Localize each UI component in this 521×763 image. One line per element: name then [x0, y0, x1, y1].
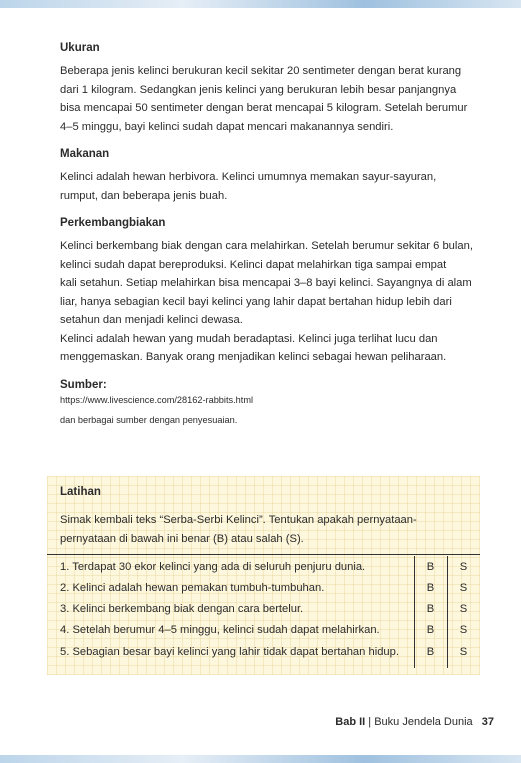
article-body [60, 42, 480, 437]
option-salah[interactable]: S [459, 561, 468, 573]
page-footer [335, 716, 494, 728]
statement-text: 5. Sebagian besar bayi kelinci yang lahir tidak dapat bertahan hidup. [60, 646, 399, 658]
table-top-rule [47, 554, 480, 555]
text-line: dari 1 kilogram. Sedangkan jenis kelinci yang berukuran lebih besar panjangnya [60, 83, 457, 96]
exercise-row [47, 599, 480, 620]
option-benar[interactable]: B [426, 582, 435, 594]
section-paragraph [60, 62, 480, 136]
exercise-row [47, 642, 480, 663]
exercise-row [47, 578, 480, 599]
exercise-row [47, 620, 480, 641]
exercise-box [47, 476, 480, 675]
section-heading: Makanan [60, 148, 110, 160]
book-title: Buku Jendela Dunia [374, 716, 473, 728]
text-line: 4–5 minggu, bayi kelinci sudah dapat mencari makanannya sendiri. [60, 120, 394, 133]
text-line: Beberapa jenis kelinci berukuran kecil sekitar 20 sentimeter dengan berat kurang [60, 65, 462, 77]
text-line: Kelinci adalah hewan herbivora. Kelinci umumnya memakan sayur-sayuran, [60, 171, 437, 183]
chapter-label: Bab II [335, 716, 366, 728]
top-decorative-band [0, 0, 521, 8]
exercise-instructions [60, 511, 460, 548]
text-line: Simak kembali teks “Serba-Serbi Kelinci”. Tentukan apakah pernyataan- [60, 514, 417, 526]
text-line: menggemaskan. Banyak orang menjadikan kelinci sebagai hewan peliharaan. [60, 351, 447, 363]
statement-text: 4. Setelah berumur 4–5 minggu, kelinci sudah dapat melahirkan. [60, 624, 380, 636]
option-salah[interactable]: S [459, 603, 468, 615]
bottom-decorative-band [0, 755, 521, 763]
section-ukuran [60, 42, 480, 136]
source-link[interactable]: https://www.livescience.com/28162-rabbits.html [60, 394, 254, 405]
section-paragraph [60, 168, 480, 205]
text-line: Kelinci adalah hewan yang mudah beradaptasi. Kelinci juga terlihat lucu dan [60, 332, 438, 345]
statement-text: 2. Kelinci adalah hewan pemakan tumbuh-tumbuhan. [60, 582, 325, 594]
source-heading: Sumber: [60, 378, 107, 391]
option-salah[interactable]: S [459, 624, 468, 636]
exercise-row [47, 557, 480, 578]
option-benar[interactable]: B [426, 624, 435, 636]
statement-text: 1. Terdapat 30 ekor kelinci yang ada di seluruh penjuru dunia. [60, 561, 366, 573]
option-benar[interactable]: B [426, 561, 435, 573]
page-number: 37 [481, 716, 494, 728]
text-line: rumput, dan beberapa jenis buah. [60, 189, 228, 202]
statement-text: 3. Kelinci berkembang biak dengan cara bertelur. [60, 603, 304, 615]
source-note: dan berbagai sumber dengan penyesuaian. [60, 414, 238, 425]
section-heading: Ukuran [60, 42, 100, 54]
text-line: kelinci sudah dapat bereproduksi. Kelinci dapat melahirkan tiga sampai empat [60, 258, 447, 271]
text-line: kali setahun. Setiap melahirkan bisa mencapai 3–8 bayi kelinci. Sayangnya di alam [60, 277, 472, 289]
section-heading: Perkembangbiakan [60, 217, 166, 229]
footer-separator: | [368, 716, 372, 728]
section-perkembangbiakan [60, 217, 480, 367]
section-sumber [60, 379, 480, 425]
text-line: pernyataan di bawah ini benar (B) atau salah (S). [60, 532, 304, 545]
text-line: liar, hanya sebagian kecil bayi kelinci yang lahir dapat bertahan hidup lebih dari [60, 295, 452, 308]
text-line: Kelinci berkembang biak dengan cara melahirkan. Setelah berumur sekitar 6 bulan, [60, 240, 473, 252]
option-benar[interactable]: B [426, 603, 435, 615]
option-salah[interactable]: S [459, 582, 468, 594]
exercise-title: Latihan [60, 486, 101, 498]
option-salah[interactable]: S [459, 646, 468, 658]
option-benar[interactable]: B [426, 646, 435, 658]
text-line: bisa mencapai 50 sentimeter dengan berat mencapai 5 kilogram. Setelah berumur [60, 102, 468, 114]
text-line: setahun dan menjadi kelinci dewasa. [60, 314, 243, 326]
section-makanan [60, 148, 480, 205]
section-paragraph [60, 237, 480, 367]
